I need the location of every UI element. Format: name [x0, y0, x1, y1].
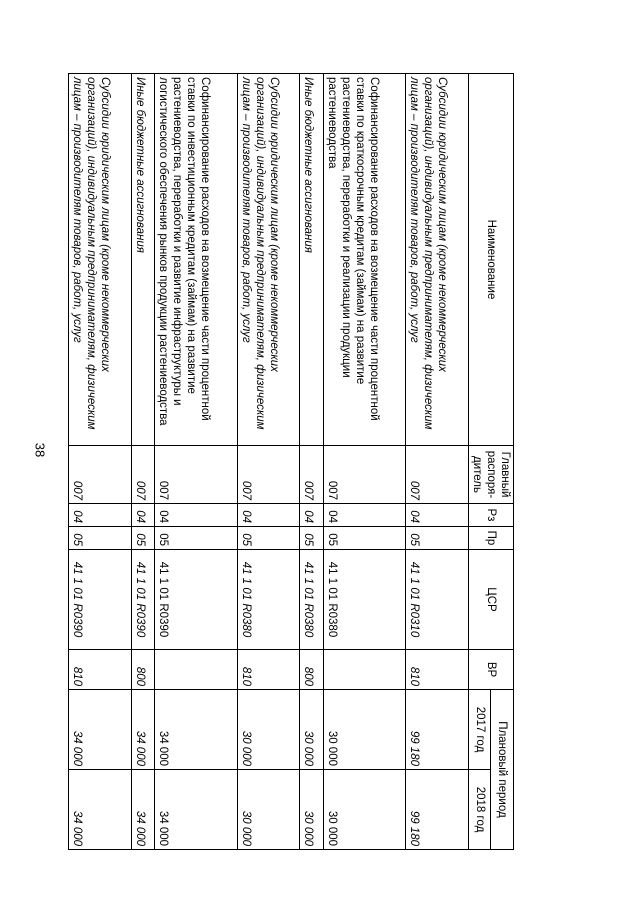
cell-glavny: 007: [324, 446, 406, 504]
cell-2017: 30 000: [300, 690, 324, 770]
header-2018: 2018 год: [469, 770, 492, 850]
cell-name: Софинансирование расходов на возмещение части процентной ставки по инвестиционным кредитам (займам) на развитие растениеводства, переработки и развитие инфраструктуры и логистического обеспечения рынков продукции растениеводства: [155, 74, 237, 446]
cell-name: Софинансирование расходов на возмещение части процентной ставки по краткосрочным кредитам (займам) на развитие растениеводства, переработки и реализации продукции растениеводства: [324, 74, 406, 446]
cell-name: Субсидии юридическим лицам (кроме некоммерческих организаций), индивидуальным предпринимателям, физическим лицам – производителям товаров, работ, услуг: [406, 74, 469, 446]
cell-2017: 30 000: [324, 690, 406, 770]
cell-rz: 04: [131, 504, 155, 527]
header-vr: ВР: [469, 650, 514, 690]
table-body: [69, 74, 469, 850]
cell-vr: 810: [406, 650, 469, 690]
cell-2017: 34 000: [155, 690, 237, 770]
cell-rz: 04: [406, 504, 469, 527]
cell-rz: 04: [300, 504, 324, 527]
cell-csr: 41 1 01 R0380: [324, 550, 406, 650]
table-row: [155, 74, 237, 850]
cell-glavny: 007: [69, 446, 132, 504]
cell-csr: 41 1 01 R0390: [131, 550, 155, 650]
cell-vr: [155, 650, 237, 690]
cell-2018: 30 000: [237, 770, 300, 850]
cell-2018: 30 000: [300, 770, 324, 850]
cell-pr: 05: [155, 527, 237, 550]
cell-vr: 800: [300, 650, 324, 690]
cell-csr: 41 1 01 R0390: [69, 550, 132, 650]
cell-2018: 34 000: [69, 770, 132, 850]
cell-pr: 05: [406, 527, 469, 550]
header-csr: ЦСР: [469, 550, 514, 650]
cell-glavny: 007: [237, 446, 300, 504]
cell-csr: 41 1 01 R0310: [406, 550, 469, 650]
cell-name: Субсидии юридическим лицам (кроме некоммерческих организаций), индивидуальным предпринимателям, физическим лицам – производителям товаров, работ, услуг: [69, 74, 132, 446]
cell-pr: 05: [300, 527, 324, 550]
cell-glavny: 007: [300, 446, 324, 504]
cell-2017: 99 180: [406, 690, 469, 770]
cell-vr: 810: [69, 650, 132, 690]
cell-2018: 30 000: [324, 770, 406, 850]
cell-name: Иные бюджетные ассигнования: [300, 74, 324, 446]
cell-csr: 41 1 01 R0380: [300, 550, 324, 650]
cell-2017: 30 000: [237, 690, 300, 770]
cell-2017: 34 000: [69, 690, 132, 770]
header-2017: 2017 год: [469, 690, 492, 770]
cell-2017: 34 000: [131, 690, 155, 770]
rotated-table-container: [73, 73, 514, 849]
table-row: [406, 74, 469, 850]
cell-2018: 99 180: [406, 770, 469, 850]
header-pr: Пр: [469, 527, 514, 550]
header-plan: Плановый период: [491, 690, 514, 850]
cell-pr: 05: [131, 527, 155, 550]
cell-glavny: 007: [155, 446, 237, 504]
cell-glavny: 007: [131, 446, 155, 504]
cell-rz: 04: [237, 504, 300, 527]
cell-rz: 04: [69, 504, 132, 527]
header-glavny: Главный распоря-дитель: [469, 446, 514, 504]
budget-table: [68, 73, 514, 850]
table-row: [69, 74, 132, 850]
table-row: [237, 74, 300, 850]
header-rz: Рз: [469, 504, 514, 527]
cell-name: Иные бюджетные ассигнования: [131, 74, 155, 446]
cell-csr: 41 1 01 R0390: [155, 550, 237, 650]
table-row: [131, 74, 155, 850]
cell-rz: 04: [155, 504, 237, 527]
cell-pr: 05: [69, 527, 132, 550]
table-row: [300, 74, 324, 850]
cell-vr: 810: [237, 650, 300, 690]
cell-2018: 34 000: [155, 770, 237, 850]
cell-pr: 05: [324, 527, 406, 550]
header-name: Наименование: [469, 74, 514, 446]
cell-pr: 05: [237, 527, 300, 550]
table-header: [469, 74, 514, 850]
cell-vr: [324, 650, 406, 690]
table-row: [324, 74, 406, 850]
cell-vr: 800: [131, 650, 155, 690]
cell-glavny: 007: [406, 446, 469, 504]
page-number: 38: [32, 442, 48, 458]
cell-name: Субсидии юридическим лицам (кроме некоммерческих организаций), индивидуальным предпринимателям, физическим лицам – производителям товаров, работ, услуг: [237, 74, 300, 446]
cell-2018: 34 000: [131, 770, 155, 850]
cell-csr: 41 1 01 R0380: [237, 550, 300, 650]
cell-rz: 04: [324, 504, 406, 527]
